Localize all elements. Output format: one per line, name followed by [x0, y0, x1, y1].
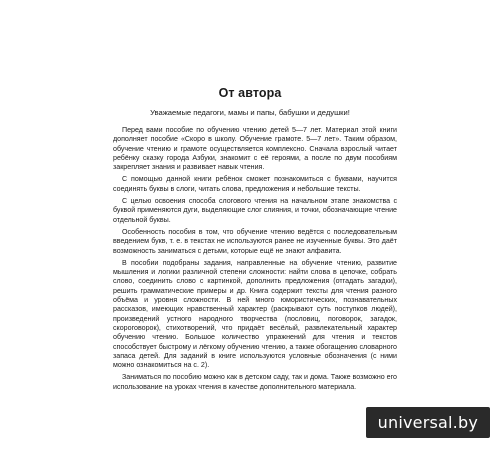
paragraph: С помощью данной книги ребёнок сможет познакомиться с буквами, научится соединять буквы в слоги, читать слова, предложения и небольшие тексты.	[113, 175, 397, 193]
greeting: Уважаемые педагоги, мамы и папы, бабушки и дедушки!	[150, 108, 350, 117]
body-text	[113, 126, 397, 392]
paragraph: В пособии подобраны задания, направленные на обучение чтению, развитие мышления и логики различной степени сложности: найти слова в цепочке, собрать слово, соединить слово с картинкой, дополнить предложения (отгадать загадки), решить грамматические примеры и др. Книга содержит тексты для чтения разного объёма и уровня сложности. В ней много юмористических, познавательных рассказов, имеющих нравственный характер (раскрывают суть поступков людей), произведений устного народного творчества (пословиц, поговорок, загадок, скороговорок), стихотворений, что придаёт весёлый, развлекательный характер обучению чтению. Большое количество упражнений для чтения и текстов способствует быстрому и лёгкому обучению чтению, а также обогащению словарного запаса детей. Для заданий в книге используются условные обозначения (с ними можно ознакомиться на с. 2).	[113, 258, 397, 370]
paragraph: С целью освоения способа слогового чтения на начальном этапе знакомства с буквой применяются дуги, выделяющие слог слияния, и точки, обозначающие чтение отдельной буквы.	[113, 197, 397, 224]
paragraph: Перед вами пособие по обучению чтению детей 5—7 лет. Материал этой книги дополняет пособие «Скоро в школу. Обучение грамоте. 5—7 лет». Таким образом, обучение чтению и грамоте осуществляется комплексно. Сначала взрослый читает ребёнку сказку города Азбуки, знакомит с её героями, а после по двум пособиям закрепляет знания и развивает навык чтения.	[113, 126, 397, 172]
paragraph: Особенность пособия в том, что обучение чтению ведётся с последовательным введением букв, т. е. в текстах не используются ранее не изученные буквы. Это даёт возможность заниматься с детьми, которые ещё не знают алфавита.	[113, 227, 397, 255]
paragraph: Заниматься по пособию можно как в детском саду, так и дома. Также возможно его использование на уроках чтения в качестве дополнительного материала.	[113, 373, 397, 391]
page-title: От автора	[218, 86, 282, 100]
watermark-badge: universal.by	[366, 407, 490, 438]
